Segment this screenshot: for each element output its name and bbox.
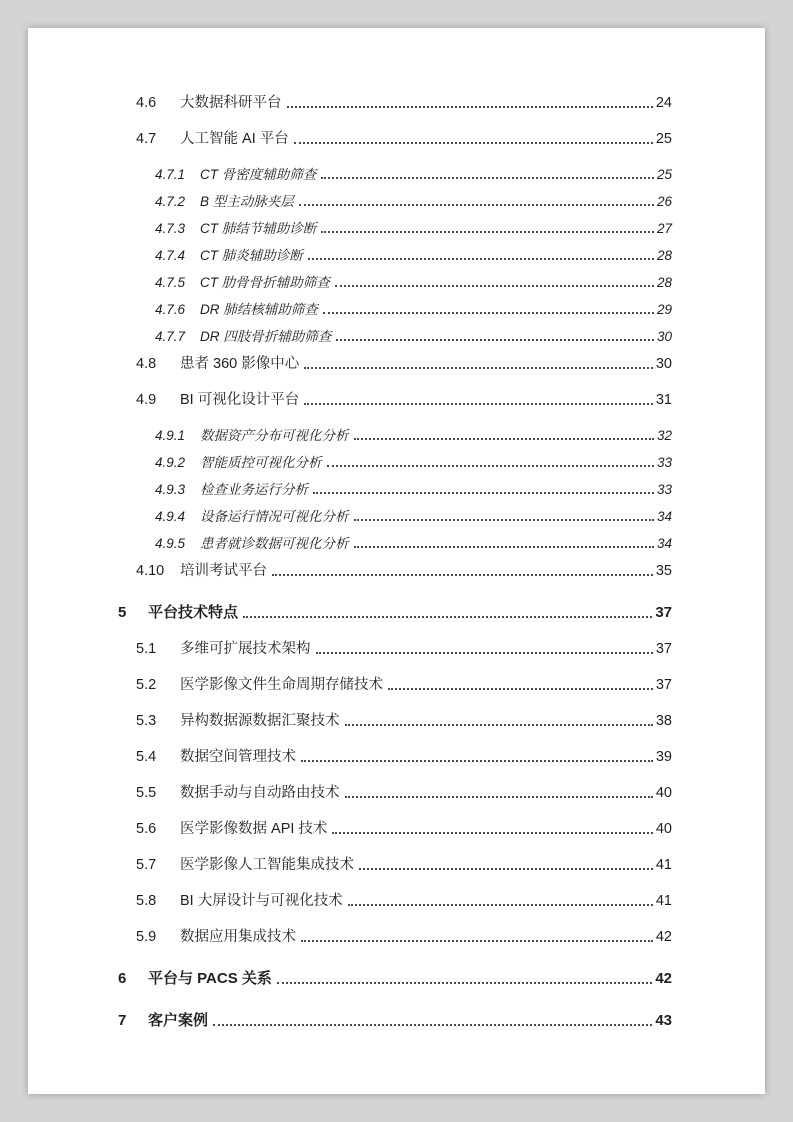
toc-dot-leader bbox=[272, 574, 653, 576]
toc-entry-6[interactable] bbox=[118, 970, 672, 988]
toc-dot-leader bbox=[354, 519, 654, 521]
toc-entry-title: DR 四肢骨折辅助筛查 bbox=[200, 329, 332, 344]
toc-entry-title: 平台技术特点 bbox=[148, 604, 239, 621]
toc-entry-4.9.4[interactable] bbox=[155, 508, 672, 525]
toc-entry-number: 4.7.1 bbox=[155, 167, 186, 182]
toc-entry-title: 设备运行情况可视化分析 bbox=[200, 509, 349, 524]
toc-dot-leader bbox=[345, 796, 653, 798]
toc-entry-title: CT 骨密度辅助筛查 bbox=[200, 167, 317, 182]
toc-entry-number: 5.7 bbox=[136, 857, 157, 873]
toc-entry-number: 4.7 bbox=[136, 131, 157, 147]
toc-page-number: 33 bbox=[656, 482, 672, 497]
toc-entry-5[interactable] bbox=[118, 604, 672, 622]
toc-entry-number: 4.7.5 bbox=[155, 275, 186, 290]
toc-entry-number: 4.7.7 bbox=[155, 329, 186, 344]
toc-page-number: 39 bbox=[655, 749, 672, 765]
toc-entry-4.7.3[interactable] bbox=[155, 220, 672, 237]
toc-entry-number: 4.9 bbox=[136, 392, 157, 408]
toc-entry-number: 5.8 bbox=[136, 893, 157, 909]
toc-entry-title: 数据空间管理技术 bbox=[180, 749, 296, 765]
toc-dot-leader bbox=[294, 142, 653, 144]
toc-page-number: 37 bbox=[655, 677, 672, 693]
toc-entry-number: 6 bbox=[118, 970, 127, 987]
toc-entry-title: 医学影像数据 API 技术 bbox=[180, 821, 328, 837]
toc-entry-title: 多维可扩展技术架构 bbox=[180, 641, 311, 657]
toc-page-number: 27 bbox=[656, 221, 672, 236]
toc-dot-leader bbox=[301, 760, 653, 762]
toc-page-number: 34 bbox=[656, 509, 672, 524]
toc-entry-number: 5 bbox=[118, 604, 127, 621]
toc-entry-number: 5.3 bbox=[136, 713, 157, 729]
toc-entry-4.7.7[interactable] bbox=[155, 328, 672, 345]
toc-page-number: 38 bbox=[655, 713, 672, 729]
toc-entry-5.6[interactable] bbox=[136, 820, 672, 838]
toc-dot-leader bbox=[301, 940, 653, 942]
toc-dot-leader bbox=[243, 616, 652, 618]
toc-page-number: 28 bbox=[656, 248, 672, 263]
toc-page-number: 30 bbox=[655, 356, 672, 372]
toc-entry-title: 数据应用集成技术 bbox=[180, 929, 296, 945]
document-page bbox=[28, 28, 765, 1094]
toc-page-number: 41 bbox=[655, 857, 672, 873]
toc-dot-leader bbox=[287, 106, 653, 108]
toc-page-number: 33 bbox=[656, 455, 672, 470]
toc-entry-title: 数据资产分布可视化分析 bbox=[200, 428, 349, 443]
toc-entry-number: 5.2 bbox=[136, 677, 157, 693]
table-of-contents bbox=[118, 94, 672, 1048]
toc-entry-number: 4.9.4 bbox=[155, 509, 186, 524]
toc-page-number: 35 bbox=[655, 563, 672, 579]
toc-entry-title: 客户案例 bbox=[148, 1012, 209, 1029]
toc-entry-number: 4.10 bbox=[136, 563, 165, 579]
toc-page-number: 25 bbox=[656, 167, 672, 182]
toc-entry-title: B 型主动脉夹层 bbox=[200, 194, 294, 209]
toc-entry-number: 4.7.3 bbox=[155, 221, 186, 236]
toc-dot-leader bbox=[321, 177, 654, 179]
toc-entry-title: CT 肺炎辅助诊断 bbox=[200, 248, 303, 263]
toc-entry-5.4[interactable] bbox=[136, 748, 672, 766]
toc-entry-4.9.1[interactable] bbox=[155, 427, 672, 444]
toc-page-number: 34 bbox=[656, 536, 672, 551]
toc-page-number: 24 bbox=[655, 95, 672, 111]
toc-page-number: 37 bbox=[655, 641, 672, 657]
toc-entry-title: 大数据科研平台 bbox=[180, 95, 282, 111]
toc-entry-number: 4.7.6 bbox=[155, 302, 186, 317]
toc-page-number: 37 bbox=[655, 604, 672, 621]
toc-entry-number: 5.4 bbox=[136, 749, 157, 765]
toc-page-number: 29 bbox=[656, 302, 672, 317]
toc-entry-title: 智能质控可视化分析 bbox=[200, 455, 322, 470]
toc-entry-5.3[interactable] bbox=[136, 712, 672, 730]
toc-entry-4.7.4[interactable] bbox=[155, 247, 672, 264]
toc-dot-leader bbox=[313, 492, 654, 494]
toc-dot-leader bbox=[308, 258, 654, 260]
toc-page-number: 42 bbox=[655, 970, 672, 987]
toc-entry-4.8[interactable] bbox=[136, 355, 672, 373]
toc-page-number: 32 bbox=[656, 428, 672, 443]
toc-entry-4.7[interactable] bbox=[136, 130, 672, 148]
toc-entry-number: 5.5 bbox=[136, 785, 157, 801]
toc-dot-leader bbox=[332, 832, 652, 834]
toc-entry-5.8[interactable] bbox=[136, 892, 672, 910]
toc-entry-5.1[interactable] bbox=[136, 640, 672, 658]
toc-page-number: 28 bbox=[656, 275, 672, 290]
toc-page-number: 40 bbox=[655, 785, 672, 801]
toc-entry-title: 检查业务运行分析 bbox=[200, 482, 308, 497]
toc-dot-leader bbox=[335, 285, 654, 287]
toc-entry-title: 医学影像文件生命周期存储技术 bbox=[180, 677, 383, 693]
toc-entry-title: 人工智能 AI 平台 bbox=[180, 131, 289, 147]
toc-entry-5.2[interactable] bbox=[136, 676, 672, 694]
toc-dot-leader bbox=[321, 231, 654, 233]
toc-entry-4.6[interactable] bbox=[136, 94, 672, 112]
toc-dot-leader bbox=[354, 438, 654, 440]
toc-entry-title: 数据手动与自动路由技术 bbox=[180, 785, 340, 801]
toc-entry-title: BI 可视化设计平台 bbox=[180, 392, 300, 408]
toc-page-number: 30 bbox=[656, 329, 672, 344]
toc-entry-4.7.5[interactable] bbox=[155, 274, 672, 291]
toc-dot-leader bbox=[327, 465, 654, 467]
toc-dot-leader bbox=[388, 688, 653, 690]
toc-entry-number: 4.9.5 bbox=[155, 536, 186, 551]
toc-entry-title: CT 肺结节辅助诊断 bbox=[200, 221, 317, 236]
toc-dot-leader bbox=[354, 546, 654, 548]
toc-dot-leader bbox=[304, 403, 653, 405]
toc-entry-4.9[interactable] bbox=[136, 391, 672, 409]
toc-entry-number: 7 bbox=[118, 1012, 127, 1029]
toc-dot-leader bbox=[277, 982, 652, 984]
toc-dot-leader bbox=[348, 904, 653, 906]
toc-entry-number: 5.1 bbox=[136, 641, 157, 657]
toc-entry-title: 患者就诊数据可视化分析 bbox=[200, 536, 349, 551]
toc-entry-4.7.1[interactable] bbox=[155, 166, 672, 183]
toc-entry-5.5[interactable] bbox=[136, 784, 672, 802]
toc-dot-leader bbox=[323, 312, 654, 314]
toc-entry-title: 培训考试平台 bbox=[180, 563, 267, 579]
toc-dot-leader bbox=[336, 339, 654, 341]
toc-entry-number: 4.6 bbox=[136, 95, 157, 111]
toc-dot-leader bbox=[299, 204, 654, 206]
toc-entry-number: 5.6 bbox=[136, 821, 157, 837]
toc-entry-4.7.2[interactable] bbox=[155, 193, 672, 210]
toc-entry-number: 4.7.2 bbox=[155, 194, 186, 209]
toc-entry-title: CT 肋骨骨折辅助筛查 bbox=[200, 275, 330, 290]
toc-entry-title: 平台与 PACS 关系 bbox=[148, 970, 272, 987]
toc-entry-5.7[interactable] bbox=[136, 856, 672, 874]
toc-dot-leader bbox=[359, 868, 653, 870]
toc-entry-4.9.5[interactable] bbox=[155, 535, 672, 552]
toc-entry-4.7.6[interactable] bbox=[155, 301, 672, 318]
toc-entry-title: 患者 360 影像中心 bbox=[180, 356, 300, 372]
toc-dot-leader bbox=[213, 1024, 652, 1026]
toc-entry-title: DR 肺结核辅助筛查 bbox=[200, 302, 318, 317]
toc-page-number: 43 bbox=[655, 1012, 672, 1029]
toc-page-number: 31 bbox=[655, 392, 672, 408]
toc-dot-leader bbox=[304, 367, 653, 369]
toc-page-number: 41 bbox=[655, 893, 672, 909]
toc-entry-title: BI 大屏设计与可视化技术 bbox=[180, 893, 343, 909]
toc-entry-title: 异构数据源数据汇聚技术 bbox=[180, 713, 340, 729]
toc-dot-leader bbox=[345, 724, 653, 726]
toc-entry-4.9.2[interactable] bbox=[155, 454, 672, 471]
toc-entry-5.9[interactable] bbox=[136, 928, 672, 946]
toc-page-number: 40 bbox=[655, 821, 672, 837]
toc-entry-number: 4.9.2 bbox=[155, 455, 186, 470]
toc-entry-number: 4.7.4 bbox=[155, 248, 186, 263]
toc-entry-number: 4.9.3 bbox=[155, 482, 186, 497]
toc-entry-4.9.3[interactable] bbox=[155, 481, 672, 498]
toc-page-number: 26 bbox=[656, 194, 672, 209]
toc-entry-title: 医学影像人工智能集成技术 bbox=[180, 857, 354, 873]
toc-entry-4.10[interactable] bbox=[136, 562, 672, 580]
toc-entry-7[interactable] bbox=[118, 1012, 672, 1030]
toc-page-number: 25 bbox=[655, 131, 672, 147]
toc-entry-number: 5.9 bbox=[136, 929, 157, 945]
toc-entry-number: 4.9.1 bbox=[155, 428, 186, 443]
toc-page-number: 42 bbox=[655, 929, 672, 945]
toc-entry-number: 4.8 bbox=[136, 356, 157, 372]
toc-dot-leader bbox=[316, 652, 653, 654]
